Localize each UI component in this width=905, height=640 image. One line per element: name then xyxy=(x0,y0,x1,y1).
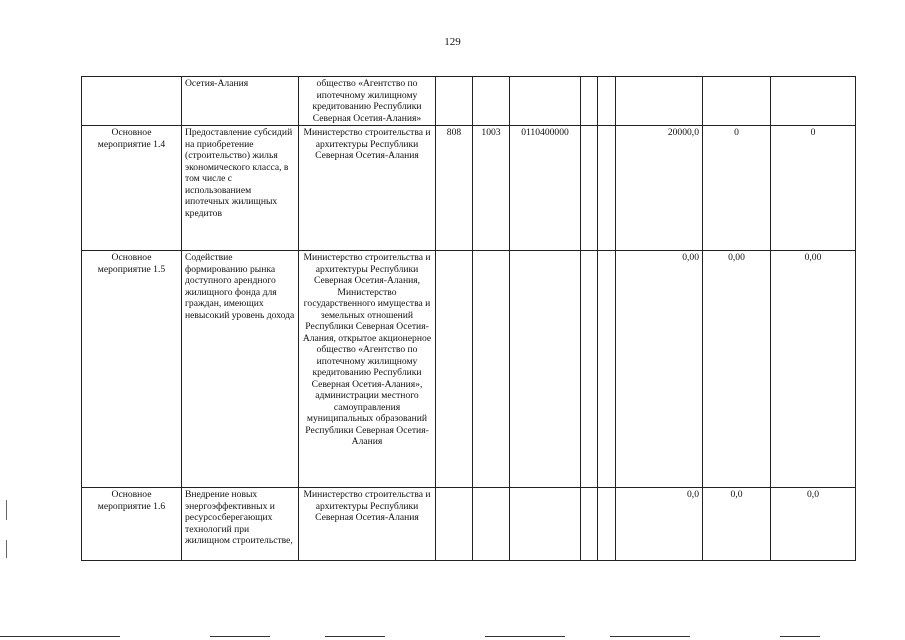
amount-2014-cell: 0,0 xyxy=(616,488,703,561)
table-row xyxy=(82,251,856,488)
table-row xyxy=(82,126,856,251)
csr-cell: 0110400000 xyxy=(510,126,581,251)
vr-cell xyxy=(581,77,598,126)
empty-cell xyxy=(598,77,616,126)
amount-2015-cell: 0,0 xyxy=(703,488,771,561)
csr-cell xyxy=(510,251,581,488)
table-row xyxy=(82,77,856,126)
scan-edge-line xyxy=(780,636,820,637)
empty-cell xyxy=(598,488,616,561)
scan-edge-line xyxy=(325,636,385,637)
amount-2014-cell: 20000,0 xyxy=(616,126,703,251)
amount-2016-cell: 0,00 xyxy=(771,251,856,488)
event-title-cell: Предоставление субсидий на приобретение (строительство) жилья экономического класса, в том числе с использованием ипотечных жилищных кредитов xyxy=(182,126,299,251)
event-name-cell: Основное мероприятие 1.5 xyxy=(82,251,182,488)
vr-cell xyxy=(581,251,598,488)
event-name-cell xyxy=(82,77,182,126)
executor-cell: Министерство строительства и архитектуры Республики Северная Осетия-Алания xyxy=(299,488,436,561)
grbs-cell xyxy=(436,488,473,561)
page-number: 129 xyxy=(444,36,461,48)
scan-edge-mark xyxy=(6,500,7,520)
event-title-cell: Содействие формированию рынка доступного арендного жилищного фонда для граждан, имеющих невысокий уровень дохода xyxy=(182,251,299,488)
scan-edge-line xyxy=(485,636,565,637)
rzpr-cell xyxy=(473,77,510,126)
amount-2016-cell: 0,0 xyxy=(771,488,856,561)
event-title-cell: Внедрение новых энергоэффективных и ресурсосберегающих технологий при жилищном строительстве, xyxy=(182,488,299,561)
amount-2015-cell xyxy=(703,77,771,126)
amount-2014-cell xyxy=(616,77,703,126)
amount-2015-cell: 0,00 xyxy=(703,251,771,488)
empty-cell xyxy=(598,251,616,488)
vr-cell xyxy=(581,126,598,251)
event-title-cell: Осетия-Алания xyxy=(182,77,299,126)
vr-cell xyxy=(581,488,598,561)
grbs-cell xyxy=(436,77,473,126)
amount-2015-cell: 0 xyxy=(703,126,771,251)
rzpr-cell xyxy=(473,488,510,561)
grbs-cell: 808 xyxy=(436,126,473,251)
executor-cell: Министерство строительства и архитектуры Республики Северная Осетия-Алания xyxy=(299,126,436,251)
executor-cell: Министерство строительства и архитектуры Республики Северная Осетия-Алания, Министерство государственного имущества и земельных отношений Республики Северная Осетия-Алания, открытое акционерное общество «Агентство по ипотечному жилищному кредитованию Республики Северная Осетия-Алания», администрации местного самоуправления муниципальных образований Республики Северная Осетия-Алания xyxy=(299,251,436,488)
event-name-cell: Основное мероприятие 1.6 xyxy=(82,488,182,561)
rzpr-cell: 1003 xyxy=(473,126,510,251)
empty-cell xyxy=(598,126,616,251)
scan-edge-mark xyxy=(6,540,7,558)
csr-cell xyxy=(510,488,581,561)
scan-edge-line xyxy=(210,636,270,637)
scan-edge-line xyxy=(0,636,120,637)
amount-2014-cell: 0,00 xyxy=(616,251,703,488)
grbs-cell xyxy=(436,251,473,488)
event-name-cell: Основное мероприятие 1.4 xyxy=(82,126,182,251)
amount-2016-cell: 0 xyxy=(771,126,856,251)
amount-2016-cell xyxy=(771,77,856,126)
scan-edge-line xyxy=(610,636,690,637)
csr-cell xyxy=(510,77,581,126)
rzpr-cell xyxy=(473,251,510,488)
executor-cell: общество «Агентство по ипотечному жилищному кредитованию Республики Северная Осетия-Алания» xyxy=(299,77,436,126)
table-row xyxy=(82,488,856,561)
program-table xyxy=(81,76,856,561)
